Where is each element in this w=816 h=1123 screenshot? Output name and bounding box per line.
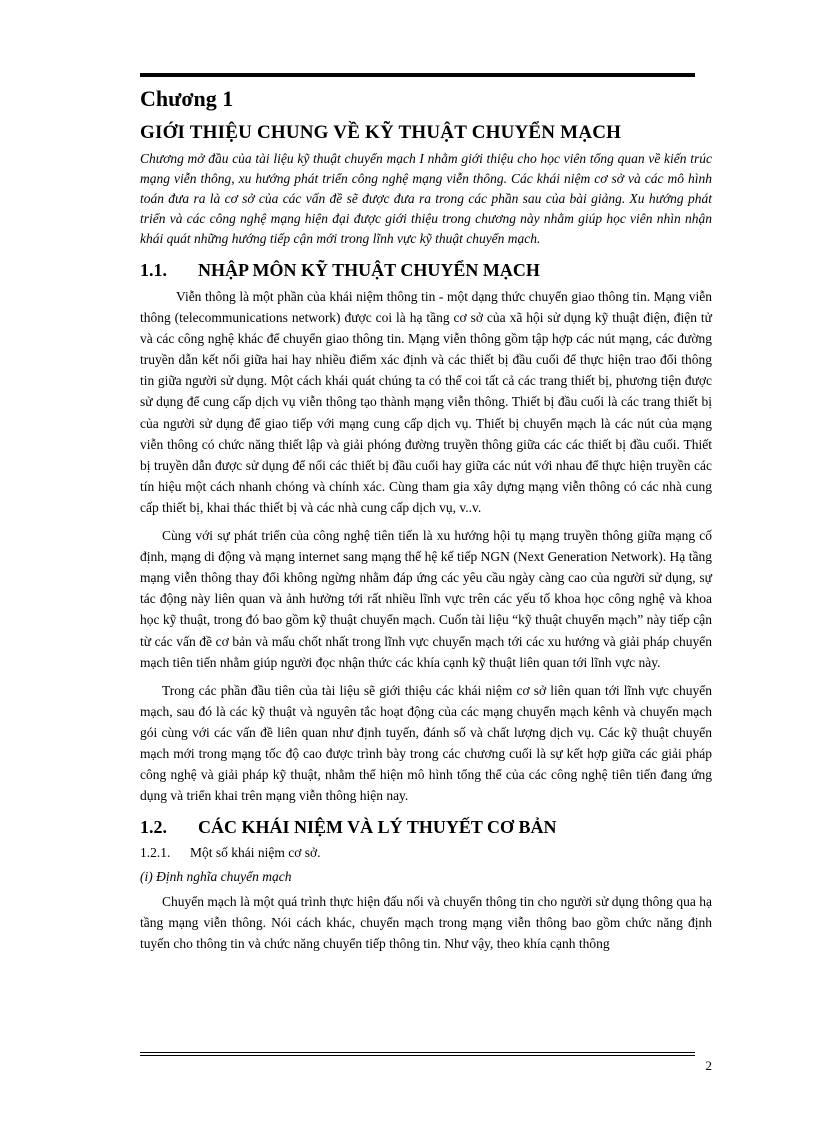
subsection-heading-1-2-1 (140, 843, 712, 863)
paragraph: Trong các phần đầu tiên của tài liệu sẽ giới thiệu các khái niệm cơ sở liên quan tới lĩnh vực chuyển mạch, sau đó là các kỹ thuật và nguyên tắc hoạt động của các mạng chuyển mạch kênh và chuyển mạch gói cùng với các vấn đề liên quan như định tuyến, đánh số và chất lượng dịch vụ. Các kỹ thuật chuyển mạch mới trong mạng tốc độ cao được trình bày trong các chương cuối là sự kết hợp giữa các giải pháp công nghệ và giải pháp kỹ thuật, nhằm thể hiện mô hình tổng thể của các công nghệ tiên tiến đang ứng dụng và triển khai trên mạng viễn thông hiện nay. (140, 682, 712, 804)
paragraph: Chuyển mạch là một quá trình thực hiện đấu nối và chuyển thông tin cho người sử dụng thông qua hạ tầng mạng viễn thông. Nói cách khác, chuyển mạch trong mạng viễn thông bao gồm chức năng định tuyến cho thông tin và chức năng chuyển tiếp thông tin. Như vậy, theo khía cạnh thông (140, 894, 712, 952)
footer-rule (140, 1052, 695, 1056)
subsection-number: 1.2.1. (140, 845, 171, 861)
subsection-title: Một số khái niệm cơ sở. (190, 845, 321, 861)
chapter-abstract: Chương mở đầu của tài liệu kỹ thuật chuyển mạch I nhằm giới thiệu cho học viên tổng quan về kiến trúc mạng viễn thông, xu hướng phát triển công nghệ mạng viễn thông. Các khái niệm cơ sở và các mô hình toán đưa ra là cơ sở của các vấn đề sẽ được đưa ra trong các phần sau của bài giảng. Xu hướng phát triển và các công nghệ mạng hiện đại được giới thiệu trong chương này nhằm giúp học viên nhìn nhận khái quát những hướng tiếp cận mới trong lĩnh vực kỹ thuật chuyển mạch. (140, 151, 712, 246)
section-title: CÁC KHÁI NIỆM VÀ LÝ THUYẾT CƠ BẢN (198, 817, 557, 838)
section-number: 1.1. (140, 260, 167, 280)
chapter-title: GIỚI THIỆU CHUNG VỀ KỸ THUẬT CHUYỂN MẠCH (140, 122, 622, 143)
paragraph: Viễn thông là một phần của khái niệm thông tin - một dạng thức chuyển giao thông tin. Mạng viễn thông (telecommunications network) được coi là hạ tầng cơ sở của xã hội sử dụng kỹ thuật điện, điện tử và các công nghệ khác để chuyển giao thông tin. Mạng viễn thông gồm tập hợp các nút mạng, các đường truyền dẫn kết nối giữa hai hay nhiều điểm xác định và các thiết bị đầu cuối để thực hiện trao đổi thông tin giữa người sử dụng. Một cách khái quát chúng ta có thể coi tất cả các trang thiết bị, phương tiện được sử dụng để cung cấp dịch vụ viễn thông tạo thành mạng viễn thông. Thiết bị đầu cuối là các trang thiết bị của người sử dụng để giao tiếp với mạng cung cấp dịch vụ. Thiết bị chuyển mạch là các nút của mạng viễn thông có chức năng thiết lập và giải phóng đường truyền thông giữa các các thiết bị đầu cuối. Thiết bị truyền dẫn được sử dụng để nối các thiết bị đầu cuối hay giữa các nút với nhau để thực hiện truyền các tín hiệu một cách nhanh chóng và chính xác. Cùng tham gia xây dựng mạng viễn thông có các nhà cung cấp thiết bị, khai thác thiết bị và các nhà cung cấp dịch vụ, v..v. (140, 289, 712, 515)
section-number: 1.2. (140, 817, 167, 838)
page-number: 2 (705, 1058, 712, 1073)
section-title: NHẬP MÔN KỸ THUẬT CHUYỂN MẠCH (198, 260, 540, 280)
paragraph: Cùng với sự phát triển của công nghệ tiên tiến là xu hướng hội tụ mạng truyền thông giữa mạng cố định, mạng di động và mạng internet sang mạng thế hệ kế tiếp NGN (Next Generation Network). Hạ tầng mạng viễn thông thay đổi không ngừng nhằm đáp ứng các yêu cầu ngày càng cao của người sử dụng, sự tác động này liên quan và ảnh hưởng tới rất nhiều lĩnh vực trên các yếu tố khoa học công nghệ và khoa học kỹ thuật, trong đó bao gồm kỹ thuật chuyển mạch. Cuốn tài liệu “kỹ thuật chuyển mạch” này tiếp cận từ các vấn đề cơ bản và mấu chốt nhất trong lĩnh vực chuyển mạch tới các xu hướng và giải pháp chuyển mạch tiên tiến nhằm giúp người đọc nhận thức các khía cạnh kỹ thuật liên quan tới lĩnh vực này. (140, 528, 712, 670)
section-heading-1-2 (140, 815, 712, 839)
section-heading-1-1 (140, 258, 712, 282)
top-rule (140, 73, 695, 77)
chapter-label: Chương 1 (140, 86, 234, 111)
page-body (140, 84, 712, 962)
item-heading: (i) Định nghĩa chuyển mạch (140, 869, 292, 885)
